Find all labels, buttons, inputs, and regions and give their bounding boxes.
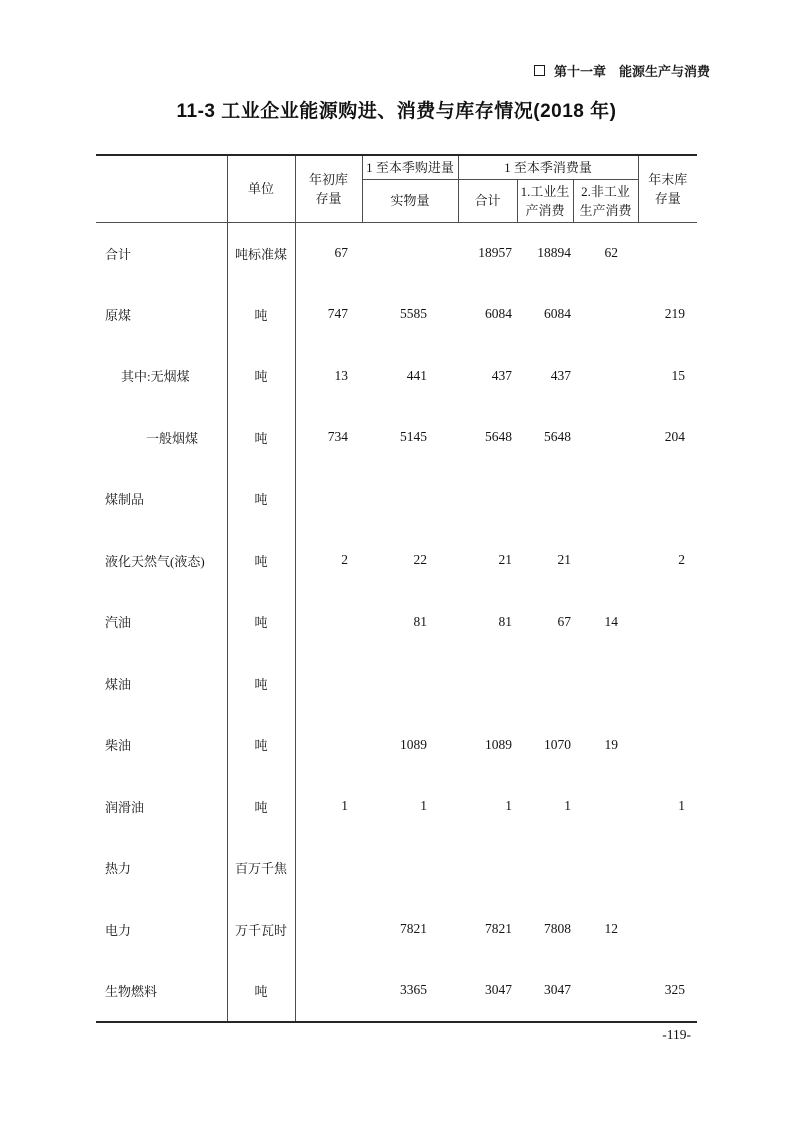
cell-end-inventory: 204 [664,429,686,445]
cell-non-industrial-consumption [573,776,638,838]
cell-end-inventory: 325 [664,982,686,998]
cell-unit: 吨 [227,714,295,776]
cell-unit: 吨 [227,653,295,715]
table-row [96,222,697,284]
cell-physical-quantity: 22 [413,552,427,568]
cell-end-inventory [638,899,697,961]
header-row-1 [96,155,697,179]
chapter-square-icon [534,65,545,76]
cell-physical-quantity [362,468,458,530]
header-end-inventory-line1: 年末库 [648,171,688,187]
cell-product-label: 热力 [96,837,227,899]
cell-product-label: 合计 [96,222,227,284]
cell-non-industrial-consumption [573,653,638,715]
cell-physical-quantity: 3365 [400,982,427,998]
cell-begin-inventory: 13 [334,367,348,383]
cell-consumption-total: 6084 [485,306,512,322]
cell-end-inventory: 2 [678,552,686,568]
cell-consumption-total: 1 [505,798,512,814]
cell-end-inventory [638,714,697,776]
cell-unit: 吨标准煤 [227,222,295,284]
cell-non-industrial-consumption [573,468,638,530]
cell-begin-inventory [295,468,362,530]
header-industrial-line2: 产消费 [525,202,565,218]
cell-end-inventory [638,468,697,530]
energy-statistics-table [96,154,697,1023]
table-row [96,837,697,899]
header-item-column [96,155,227,222]
cell-industrial-consumption: 5648 [544,429,571,445]
cell-unit: 吨 [227,960,295,1022]
header-industrial-consumption [517,179,573,222]
cell-consumption-total: 5648 [485,429,512,445]
cell-physical-quantity: 1089 [400,736,427,752]
header-consumption-total: 合计 [458,179,517,222]
cell-non-industrial-consumption [573,530,638,592]
chapter-header [534,61,710,80]
cell-unit: 万千瓦时 [227,899,295,961]
table-row [96,407,697,469]
header-consumption-group: 1 至本季消费量 [458,155,638,179]
cell-non-industrial-consumption [573,837,638,899]
cell-unit: 吨 [227,591,295,653]
cell-product-label: 柴油 [96,714,227,776]
header-begin-inventory [295,155,362,222]
cell-product-label: 原煤 [96,284,227,346]
cell-product-label: 汽油 [96,591,227,653]
cell-unit: 吨 [227,345,295,407]
header-non-industrial-line2: 生产消费 [579,202,632,218]
page-number: -119- [662,1027,691,1042]
cell-industrial-consumption [517,653,573,715]
cell-end-inventory [638,591,697,653]
cell-begin-inventory: 734 [327,429,348,445]
cell-product-label: 电力 [96,899,227,961]
header-non-industrial-consumption [573,179,638,222]
cell-begin-inventory [295,837,362,899]
cell-physical-quantity: 7821 [400,921,427,937]
table-row [96,591,697,653]
cell-physical-quantity [362,837,458,899]
cell-consumption-total [458,468,517,530]
cell-unit: 百万千焦 [227,837,295,899]
header-end-inventory [638,155,697,222]
cell-unit: 吨 [227,284,295,346]
cell-non-industrial-consumption [573,407,638,469]
cell-end-inventory: 1 [678,798,686,814]
cell-industrial-consumption: 437 [550,367,571,383]
cell-non-industrial-consumption: 14 [604,613,619,629]
cell-unit: 吨 [227,776,295,838]
cell-physical-quantity [362,653,458,715]
cell-product-label: 其中:无烟煤 [96,345,227,407]
cell-end-inventory [638,653,697,715]
header-industrial-line1: 1.工业生 [520,183,570,199]
cell-begin-inventory: 2 [341,552,348,568]
cell-physical-quantity: 81 [413,613,427,629]
cell-begin-inventory [295,591,362,653]
cell-begin-inventory [295,653,362,715]
cell-industrial-consumption: 6084 [544,306,571,322]
table-row [96,899,697,961]
cell-non-industrial-consumption: 62 [604,245,619,260]
cell-product-label: 煤制品 [96,468,227,530]
cell-end-inventory [638,837,697,899]
table-row [96,284,697,346]
cell-physical-quantity: 1 [420,798,427,814]
cell-begin-inventory [295,899,362,961]
cell-consumption-total: 81 [498,613,512,629]
cell-industrial-consumption [517,837,573,899]
table-row [96,345,697,407]
cell-begin-inventory [295,960,362,1022]
header-physical-quantity: 实物量 [362,179,458,222]
header-purchase-group: 1 至本季购进量 [362,155,458,179]
cell-physical-quantity [362,222,458,284]
header-begin-inventory-line2: 存量 [315,190,342,206]
cell-product-label: 生物燃料 [96,960,227,1022]
table-row [96,530,697,592]
cell-industrial-consumption: 3047 [544,982,571,998]
cell-non-industrial-consumption [573,284,638,346]
table-header [96,155,697,222]
cell-industrial-consumption [517,468,573,530]
cell-begin-inventory: 67 [334,245,348,260]
cell-begin-inventory: 1 [341,798,348,814]
cell-consumption-total: 1089 [485,736,512,752]
cell-industrial-consumption: 67 [557,613,571,629]
cell-physical-quantity: 5585 [400,306,427,322]
table-body [96,222,697,1022]
cell-product-label: 煤油 [96,653,227,715]
table-row [96,714,697,776]
cell-unit: 吨 [227,468,295,530]
cell-consumption-total: 437 [491,367,512,383]
cell-begin-inventory [295,714,362,776]
cell-physical-quantity: 5145 [400,429,427,445]
cell-end-inventory [638,222,697,284]
cell-industrial-consumption: 21 [557,552,571,568]
cell-physical-quantity: 441 [406,367,427,383]
cell-product-label: 液化天然气(液态) [96,530,227,592]
chapter-header-text: 第十一章 能源生产与消费 [553,64,710,79]
cell-product-label: 润滑油 [96,776,227,838]
cell-non-industrial-consumption [573,345,638,407]
table-row [96,776,697,838]
cell-product-label: 一般烟煤 [96,407,227,469]
header-non-industrial-line1: 2.非工业 [581,183,630,199]
cell-non-industrial-consumption: 19 [604,736,619,752]
cell-consumption-total: 3047 [485,982,512,998]
table-row [96,960,697,1022]
cell-industrial-consumption: 1 [564,798,571,814]
cell-begin-inventory: 747 [327,306,348,322]
header-end-inventory-line2: 存量 [654,190,681,206]
cell-unit: 吨 [227,407,295,469]
cell-industrial-consumption: 18894 [537,245,571,260]
table-row [96,468,697,530]
cell-end-inventory: 219 [664,306,686,322]
cell-consumption-total: 18957 [478,245,512,260]
cell-consumption-total: 7821 [485,921,512,937]
cell-non-industrial-consumption [573,960,638,1022]
cell-consumption-total [458,837,517,899]
header-unit: 单位 [227,155,295,222]
page-title: 11-3 工业企业能源购进、消费与库存情况(2018 年) [176,101,617,122]
cell-consumption-total: 21 [498,552,512,568]
cell-end-inventory: 15 [671,367,686,383]
cell-industrial-consumption: 1070 [544,736,571,752]
table-row [96,653,697,715]
cell-non-industrial-consumption: 12 [604,921,619,937]
cell-unit: 吨 [227,530,295,592]
header-begin-inventory-line1: 年初库 [308,171,348,187]
cell-industrial-consumption: 7808 [544,921,571,937]
cell-consumption-total [458,653,517,715]
